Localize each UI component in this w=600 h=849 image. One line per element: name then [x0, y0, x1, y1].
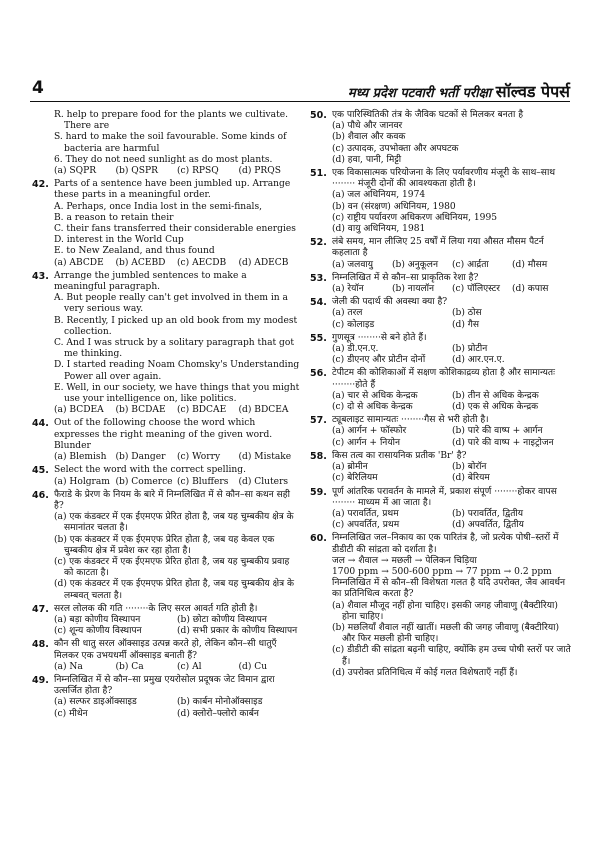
question-54: [310, 297, 572, 331]
options: [54, 662, 300, 673]
question-number: 56.: [310, 368, 327, 380]
question-46: [32, 490, 300, 602]
question-49: [32, 675, 300, 720]
question-50: [310, 110, 572, 166]
question-number: 54.: [310, 297, 327, 309]
options: [332, 509, 572, 531]
question-number: 52.: [310, 237, 327, 249]
option-c: (c) मीथेन: [54, 708, 88, 719]
item: E. Well, in our society, we have things that you might use your intelligence on, like politics.: [54, 382, 300, 405]
question-stem: निम्नलिखित में से कौन–सा प्रमुख एयरोसोल प्रदूषक जेट विमान द्वारा उत्सर्जित होता है?: [54, 674, 275, 697]
option-d: (d) कपास: [512, 284, 549, 295]
header-title-small: मध्य प्रदेश पटवारी भर्ती परीक्षा: [347, 86, 492, 101]
question-47: [32, 604, 300, 638]
question-stem: एक विकासात्मक परियोजना के लिए पर्यावरणीय मंजूरी के साथ–साथ ········ मंजूरी दोनों की आवश्यकता होती है।: [332, 168, 556, 190]
option-d: (d) एक कंडक्टर में एक ईएमएफ प्रेरित होता है, जब यह चुम्बकीय क्षेत्र के लम्बवत् चलता है।: [54, 579, 295, 601]
question-number: 47.: [32, 603, 49, 615]
option-c: (c) Bluffers: [177, 476, 229, 487]
question-stem: निम्नलिखित जल–निकाय का एक पारितंत्र है, जो प्रत्येक पोषी–स्तरों में डीडीटी की सांद्रता को दर्शाता है।: [332, 533, 559, 555]
option-c: (c) कोलाइड: [332, 319, 375, 330]
question-43: [32, 271, 300, 417]
option-a: (a) एक कंडक्टर में एक ईएमएफ प्रेरित होता है, जब यह चुम्बकीय क्षेत्र के समानांतर चलता है।: [54, 512, 294, 534]
left-column: [32, 110, 300, 722]
option-c: (c) आर्गन + नियोन: [332, 437, 401, 448]
option-a: (a) डी.एन.ए.: [332, 344, 379, 355]
option-b: (b) प्रोटीन: [452, 344, 488, 355]
question-51: [310, 168, 572, 235]
question-52: [310, 237, 572, 271]
option-a: (a) Blemish: [54, 452, 107, 463]
food-chain: जल → शैवाल → मछली → पेलिकन चिड़िया: [332, 555, 477, 566]
question-stem: एक पारिस्थितिकी तंत्र के जैविक घटकों से मिलकर बनता है: [332, 110, 524, 120]
question-number: 49.: [32, 674, 49, 686]
option-c: (c) अपवर्तित, प्रथम: [332, 520, 400, 531]
option-c: (c) Al: [177, 661, 202, 672]
option-b: (b) नायलॉन: [392, 284, 435, 295]
question-stem-2: निम्नलिखित में से कौन–सी विशेषता गलत है यदि उपरोक्त, जैव आवर्धन का प्रतिनिधित्व करता है?: [332, 578, 566, 600]
question-stem: Parts of a sentence have been jumbled up. Arrange these parts in a meaningful order.: [54, 179, 291, 201]
option-d: (d) ADECB: [238, 257, 289, 268]
options: [332, 260, 572, 271]
options: [332, 462, 572, 484]
option-c: (c) AECDB: [177, 257, 227, 268]
option-b: (b) वन (संरक्षण) अधिनियम, 1980: [332, 201, 456, 212]
option-d: (d) पारे की वाष्प + नाइट्रोजन: [452, 437, 554, 448]
option-b: (b) Ca: [115, 661, 144, 672]
item: A. Perhaps, once India lost in the semi-finals,: [54, 201, 263, 212]
option-b: (b) कार्बन मोनोऑक्साइड: [177, 697, 263, 708]
option-c: (c) बेरिलियम: [332, 473, 378, 484]
option-a: (a) आर्गन + फॉस्फोर: [332, 426, 407, 437]
option-b: (b) अनुकूलन: [392, 259, 438, 270]
question-stem: लंबे समय, मान लीजिए 25 वर्षों में लिया गया औसत मौसम पैटर्न कहलाता है: [332, 237, 544, 259]
question-stem: सरल लोलक की गति ········के लिए सरल आवर्त गति होती है।: [54, 603, 258, 614]
option-b: (b) परावर्तित, द्वितीय: [452, 508, 524, 519]
header-rule: [30, 101, 570, 102]
question-number: 44.: [32, 418, 49, 430]
options: [332, 391, 572, 413]
option-d: (d) आर.एन.ए.: [452, 355, 505, 366]
option-b: (b) Danger: [115, 452, 166, 463]
option-a: (a) BCDEA: [54, 405, 104, 416]
option-b: (b) तीन से अधिक केन्द्रक: [452, 390, 539, 401]
item: C. their fans transferred their considerable energies: [54, 224, 296, 235]
question-57: [310, 415, 572, 449]
question-stem: कौन सी धातु सरल ऑक्साइड उत्पन्न करते हो, लेकिन कौन–सी धातुएँ मिलकर एक उभयधर्मी ऑक्साइड बनाती हैं?: [54, 639, 277, 661]
question-48: [32, 639, 300, 673]
options: [54, 258, 300, 269]
option-a: (a) तरल: [332, 308, 363, 319]
question-44: [32, 418, 300, 463]
option-d: (d) BDCEA: [238, 405, 289, 416]
question-stem: Out of the following choose the word which expresses the right meaning of the given word.: [54, 418, 273, 440]
option-c: (c) Worry: [177, 452, 221, 463]
question-number: 45.: [32, 465, 49, 477]
question-number: 53.: [310, 272, 327, 284]
item: B. Recently, I picked up an old book from my modest collection.: [54, 315, 298, 337]
options: [54, 477, 300, 488]
option-a: (a) ब्रोमीन: [332, 462, 368, 473]
option-a: (a) जलवायु: [332, 259, 374, 270]
option-d: (d) सभी प्रकार के कोणीय विस्थापन: [177, 626, 298, 637]
option-c: (c) RPSQ: [177, 166, 219, 177]
item: B. a reason to retain their: [54, 212, 174, 223]
question-number: 46.: [32, 489, 49, 501]
option-d: (d) Cluters: [238, 476, 289, 487]
option-d: (d) उपरोक्त प्रतिनिधित्व में कोई गलत विशेषताएँ नहीं हैं।: [332, 667, 518, 678]
option-b: (b) मछलियाँ शैवाल नहीं खातीं। मछली की जगह जीवाणु (बैक्टीरिया) और फिर मछली होनी चाहिए।: [332, 622, 560, 645]
item: A. But people really can't get involved in them in a very serious way.: [54, 293, 288, 315]
option-a: (a) Na: [54, 661, 83, 672]
option-b: (b) शैवाल और कवक: [332, 132, 406, 143]
question-number: 57.: [310, 415, 327, 427]
options: [54, 697, 300, 719]
option-d: (d) हवा, पानी, मिट्टी: [332, 154, 402, 165]
ddt-concentration: 1700 ppm → 500-600 ppm → 77 ppm → 0.2 ppm: [332, 566, 552, 577]
header-title: [348, 80, 570, 102]
option-d: (d) मौसम: [512, 259, 548, 270]
option-c: (c) शून्य कोणीय विस्थापन: [54, 626, 142, 637]
option-a: (a) बड़ा कोणीय विस्थापन: [54, 614, 141, 625]
options: [332, 426, 572, 448]
option-c: (c) डीएनए और प्रोटीन दोनों: [332, 355, 426, 366]
option-d: (d) क्लोरो–फ्लोरो कार्बन: [177, 708, 259, 719]
item: 6. They do not need sunlight as do most plants.: [54, 154, 273, 165]
options: [332, 308, 572, 330]
question-number: 58.: [310, 450, 327, 462]
options: [54, 452, 300, 463]
option-c: (c) पॉलिएस्टर: [452, 284, 500, 295]
question-number: 42.: [32, 179, 49, 191]
option-b: (b) छोटा कोणीय विस्थापन: [177, 614, 267, 625]
question-stem: पूर्ण आंतरिक परावर्तन के मामले में, प्रकाश संपूर्ण ········होकर वापस ········ माध्यम में आ जाता है।: [332, 486, 557, 508]
option-a: (a) शैवाल मौजूद नहीं होना चाहिए। इसकी जगह जीवाणु (बैक्टीरिया) होना चाहिए।: [332, 600, 558, 622]
question-number: 60.: [310, 533, 327, 545]
item: R. help to prepare food for the plants we cultivate. There are: [54, 110, 288, 132]
page-number: 4: [32, 78, 44, 98]
option-d: (d) एक से अधिक केन्द्रक: [452, 402, 539, 413]
question-number: 55.: [310, 332, 327, 344]
option-a: (a) जल अधिनियम, 1974: [332, 190, 426, 201]
option-d: (d) गैस: [452, 319, 480, 330]
option-a: (a) सल्फर डाइऑक्साइड: [54, 697, 137, 708]
option-d: (d) अपवर्तित, द्वितीय: [452, 520, 524, 531]
option-c: (c) उत्पादक, उपभोक्ता और अपघटक: [332, 143, 459, 154]
question-stem: फैराडे के प्रेरण के नियम के बारे में निम्नलिखित में से कौन–सा कथन सही है?: [54, 489, 290, 511]
options: [54, 615, 300, 637]
option-d: (d) वायु अधिनियम, 1981: [332, 224, 426, 235]
option-c: (c) राष्ट्रीय पर्यावरण अधिकरण अधिनियम, 1995: [332, 212, 498, 223]
option-a: (a) ABCDE: [54, 257, 104, 268]
question-56: [310, 368, 572, 413]
item: D. interest in the World Cup: [54, 235, 184, 246]
item: D. I started reading Noam Chomsky's Understanding Power all over again.: [54, 360, 300, 382]
question-55: [310, 333, 572, 367]
question-stem: किस तत्व का रासायनिक प्रतीक 'Br' है?: [332, 450, 467, 461]
option-c: (c) एक कंडक्टर में एक ईएमएफ प्रेरित होता है, जब यह चुम्बकीय प्रवाह को काटता है।: [54, 556, 290, 579]
option-d: (d) बेरियम: [452, 473, 490, 484]
option-c: (c) डीडीटी की सांद्रता बढ़नी चाहिए, क्योंकि हम उच्च पोषी स्तरों पर जाते हैं।: [332, 645, 571, 667]
question-60: [310, 533, 572, 679]
question-stem: जेली की पदार्थ की अवस्था क्या है?: [332, 297, 448, 308]
option-d: (d) Mistake: [238, 452, 292, 463]
question-number: 59.: [310, 486, 327, 498]
option-b: (b) BCDAE: [115, 405, 166, 416]
option-a: (a) चार से अधिक केन्द्रक: [332, 390, 418, 401]
option-a: (a) परावर्तित, प्रथम: [332, 508, 399, 519]
options: [54, 166, 300, 177]
question-45: [32, 465, 300, 487]
question-58: [310, 451, 572, 485]
option-d: (d) Cu: [238, 661, 268, 672]
option-b: (b) QSPR: [115, 166, 158, 177]
question-53: [310, 273, 572, 295]
option-b: (b) ठोस: [452, 308, 482, 319]
option-a: (a) SQPR: [54, 166, 97, 177]
option-a: (a) Holgram: [54, 476, 110, 487]
option-b: (b) पारे की वाष्प + आर्गन: [452, 426, 543, 437]
question-continued: [32, 110, 300, 177]
option-b: (b) एक कंडक्टर में एक ईएमएफ प्रेरित होता है, जब यह केवल एक चुम्बकीय क्षेत्र में प्रवेश कर रहा होता है।: [54, 534, 275, 556]
question-stem: Arrange the jumbled sentences to make a meaningful paragraph.: [54, 270, 247, 293]
options: [54, 405, 300, 416]
question-59: [310, 487, 572, 532]
question-number: 51.: [310, 168, 327, 180]
item: S. hard to make the soil favourable. Some kinds of bacteria are harmful: [54, 132, 287, 154]
header-title-big: सॉल्वड पेपर्स: [495, 82, 570, 101]
question-number: 50.: [310, 110, 327, 121]
option-b: (b) ACEBD: [115, 257, 166, 268]
question-42: [32, 179, 300, 269]
option-a: (a) पौधे और जानवर: [332, 121, 403, 132]
option-c: (c) दो से अधिक केन्द्रक: [332, 402, 413, 413]
options: [332, 284, 572, 295]
question-number: 48.: [32, 639, 49, 651]
option-b: (b) Comerce: [115, 476, 173, 487]
option-a: (a) रेयॉन: [332, 284, 364, 295]
option-d: (d) PRQS: [238, 166, 281, 177]
question-stem: ट्यूबलाइट सामान्यतः ········गैस से भरी होती है।: [332, 415, 489, 426]
option-c: (c) BDCAE: [177, 405, 227, 416]
question-stem: निम्नलिखित में से कौन–सा प्राकृतिक रेशा है?: [332, 272, 479, 283]
question-stem: गुणसूत्र ········से बने होते हैं।: [332, 332, 427, 343]
given-word: Blunder: [54, 440, 91, 451]
question-stem: टेपीटम की कोशिकाओं में सक्षण कोशिकाद्रव्य होता है और सामान्यतः ········होते हैं: [332, 368, 555, 390]
question-stem: Select the word with the correct spelling.: [54, 465, 246, 476]
right-column: [310, 110, 572, 681]
options: [332, 344, 572, 366]
option-b: (b) बोरॉन: [452, 462, 487, 473]
item: E. to New Zealand, and thus found: [54, 246, 215, 257]
option-c: (c) आर्द्रता: [452, 259, 489, 270]
question-number: 43.: [32, 270, 49, 282]
item: C. And I was struck by a solitary paragraph that got me thinking.: [54, 338, 294, 360]
